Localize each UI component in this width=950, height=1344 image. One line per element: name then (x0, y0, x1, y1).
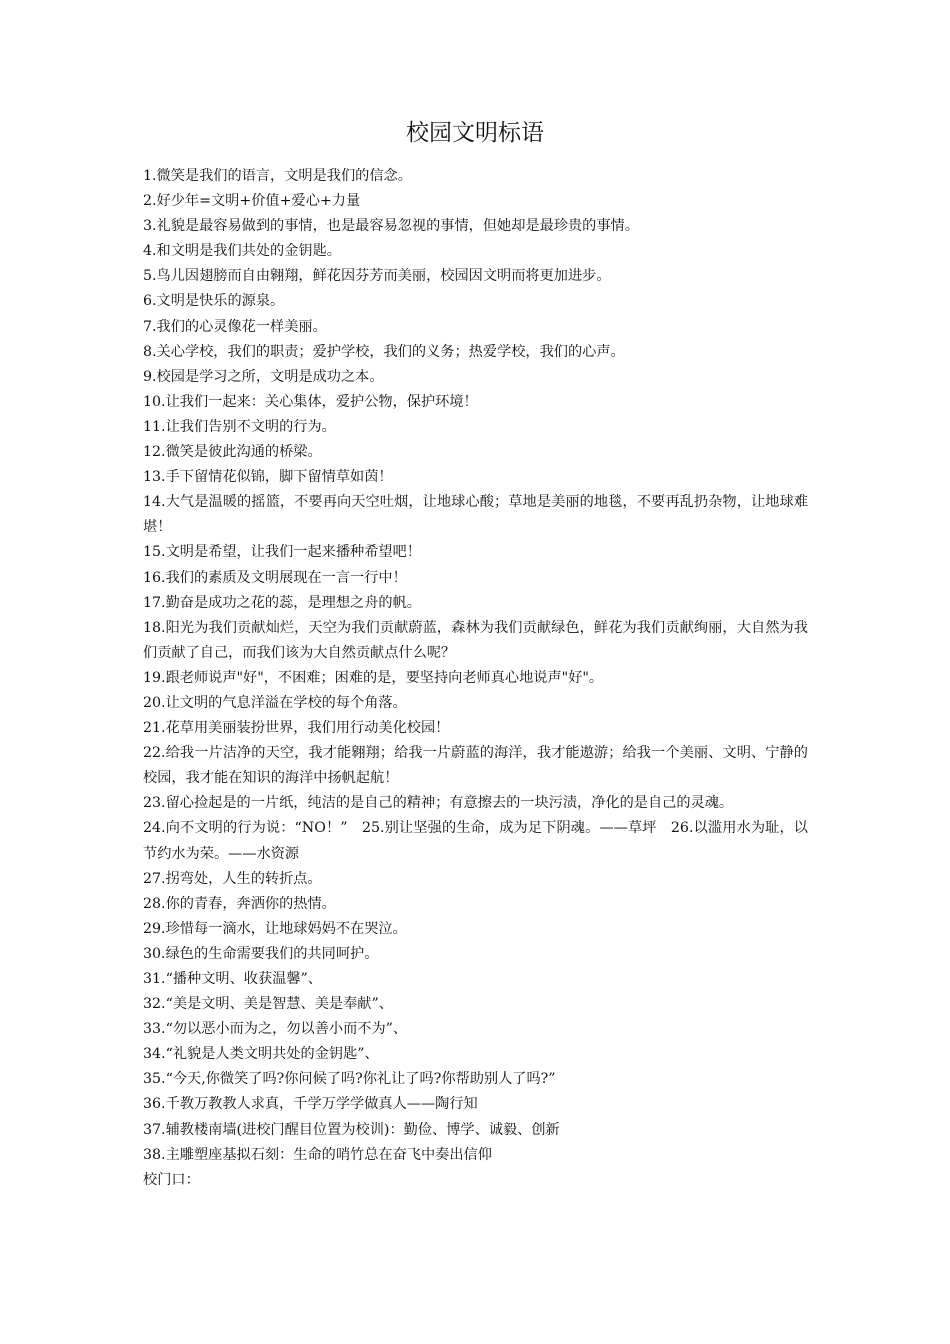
slogan-line: 33.“勿以恶小而为之，勿以善小而不为”、 (143, 1021, 408, 1038)
slogan-line: 31.“播种文明、收获温馨”、 (143, 971, 322, 987)
slogan-line: 21.花草用美丽装扮世界，我们用行动美化校园！ (143, 720, 450, 737)
slogan-line: 17.勤奋是成功之花的蕊，是理想之舟的帆。 (143, 594, 421, 611)
slogan-line: 6.文明是快乐的源泉。 (143, 293, 285, 310)
slogan-line: 38.主雕塑座基拟石刻：生命的哨竹总在奋飞中奏出信仰 (143, 1146, 492, 1163)
slogan-line: 10.让我们一起来：关心集体，爱护公物，保护环境！ (143, 393, 478, 410)
slogan-line: 19.跟老师说声"好"，不困难；困难的是，要坚持向老师真心地说声"好"。 (143, 669, 604, 686)
slogan-list (143, 164, 808, 1193)
slogan-line: 35.“今天,你微笑了吗?你问候了吗?你礼让了吗?你帮助别人了吗?” (143, 1071, 556, 1088)
slogan-line: 12.微笑是彼此沟通的桥梁。 (143, 444, 322, 461)
slogan-line: 2.好少年=文明+价值+爱心+力量 (143, 193, 361, 210)
slogan-line: 18.阳光为我们贡献灿烂，天空为我们贡献蔚蓝，森林为我们贡献绿色，鲜花为我们贡献绚丽，大自然为我们贡献了自己，而我们该为大自然贡献点什么呢？ (143, 619, 808, 661)
slogan-line: 34.“礼貌是人类文明共处的金钥匙”、 (143, 1046, 379, 1063)
slogan-line: 29.珍惜每一滴水，让地球妈妈不在哭泣。 (143, 920, 407, 937)
slogan-line: 28.你的青春，奔洒你的热情。 (143, 895, 336, 912)
slogan-line: 校门口： (143, 1171, 200, 1188)
slogan-line: 5.鸟儿因翅膀而自由翱翔，鲜花因芬芳而美丽，校园因文明而将更加进步。 (143, 268, 611, 285)
slogan-line: 7.我们的心灵像花一样美丽。 (143, 318, 327, 335)
slogan-line: 14.大气是温暖的摇篮，不要再向天空吐烟，让地球心酸；草地是美丽的地毯，不要再乱扔杂物，让地球难堪！ (143, 494, 808, 536)
slogan-line: 16.我们的素质及文明展现在一言一行中！ (143, 569, 407, 586)
slogan-line: 22.给我一片洁净的天空，我才能翱翔；给我一片蔚蓝的海洋，我才能遨游；给我一个美丽、文明、宁静的校园，我才能在知识的海洋中扬帆起航！ (143, 745, 808, 787)
slogan-line: 3.礼貌是最容易做到的事情，也是最容易忽视的事情，但她却是最珍贵的事情。 (143, 218, 639, 235)
slogan-line: 13.手下留情花似锦，脚下留情草如茵！ (143, 469, 393, 486)
slogan-line: 11.让我们告别不文明的行为。 (143, 418, 336, 435)
slogan-line: 15.文明是希望，让我们一起来播种希望吧！ (143, 544, 421, 561)
slogan-line: 24.向不文明的行为说：“NO！” 25.别让坚强的生命，成为足下阴魂。——草坪 26.以滥用水为耻，以节约水为荣。——水资源 (143, 820, 808, 862)
slogan-line: 30.绿色的生命需要我们的共同呵护。 (143, 945, 379, 962)
slogan-line: 4.和文明是我们共处的金钥匙。 (143, 243, 341, 260)
slogan-line: 23.留心捡起是的一片纸，纯洁的是自己的精神；有意擦去的一块污渍，净化的是自己的灵魂。 (143, 795, 734, 812)
slogan-line: 9.校园是学习之所，文明是成功之本。 (143, 368, 384, 385)
document-title: 校园文明标语 (406, 120, 544, 146)
slogan-line: 27.拐弯处，人生的转折点。 (143, 870, 322, 887)
slogan-line: 36.千教万教教人求真，千学万学学做真人——陶行知 (143, 1096, 478, 1113)
slogan-line: 20.让文明的气息洋溢在学校的每个角落。 (143, 694, 407, 711)
slogan-line: 32.“美是文明、美是智慧、美是奉献”、 (143, 996, 393, 1013)
slogan-line: 1.微笑是我们的语言，文明是我们的信念。 (143, 168, 412, 184)
slogan-line: 37.辅教楼南墙(进校门醒目位置为校训)：勤俭、博学、诚毅、创新 (143, 1121, 560, 1138)
slogan-line: 8.关心学校，我们的职责；爱护学校，我们的义务；热爱学校，我们的心声。 (143, 343, 625, 360)
